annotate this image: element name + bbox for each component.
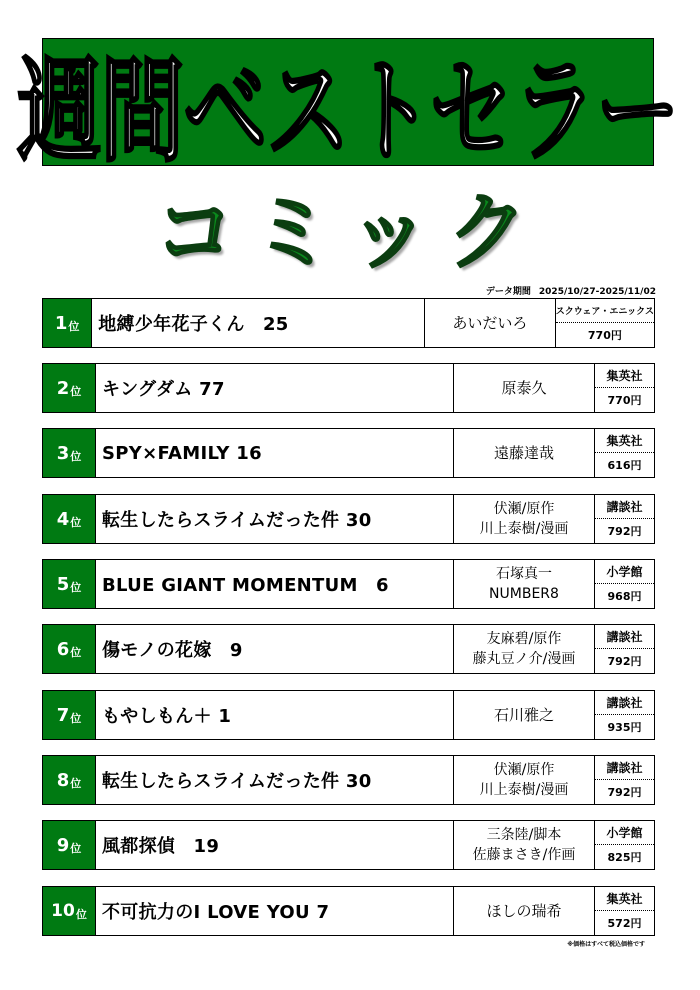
author-line: 友麻碧/原作	[486, 631, 562, 647]
author-line: 三条陸/脚本	[486, 827, 562, 843]
book-title: キングダム 77	[96, 364, 454, 412]
author-cell	[454, 756, 595, 804]
ranking-row	[42, 298, 655, 348]
ranking-row	[42, 755, 655, 805]
rank-cell	[43, 821, 96, 869]
rank-cell	[43, 887, 96, 935]
rank-cell	[43, 299, 92, 347]
book-price: 770円	[587, 329, 622, 342]
publisher-name: 講談社	[595, 691, 654, 715]
rank-number: 9	[56, 834, 70, 856]
author-cell	[454, 495, 595, 543]
publisher-cell	[595, 495, 654, 543]
rank-cell	[43, 560, 96, 608]
category-heading	[0, 175, 700, 282]
publisher-name: 講談社	[595, 756, 654, 780]
rank-number: 5	[56, 573, 70, 595]
book-title: 地縛少年花子くん 25	[92, 299, 425, 347]
book-title: 不可抗力のI LOVE YOU 7	[96, 887, 454, 935]
rank-cell	[43, 691, 96, 739]
publisher-name: 小学館	[595, 560, 654, 584]
rank-number: 10	[51, 901, 75, 921]
rank-suffix: 位	[70, 384, 82, 398]
author-cell	[454, 625, 595, 673]
book-price: 792円	[607, 655, 642, 668]
author-cell	[454, 821, 595, 869]
data-period	[486, 284, 656, 297]
author-cell	[454, 364, 595, 412]
publisher-name: 集英社	[595, 429, 654, 453]
rank-suffix: 位	[70, 711, 82, 725]
rank-cell	[43, 495, 96, 543]
author-line: 石川雅之	[493, 706, 554, 724]
publisher-cell	[595, 429, 654, 477]
book-price: 770円	[607, 394, 642, 407]
author-line: 遠藤達哉	[493, 444, 554, 462]
data-period-label: データ期間	[485, 287, 531, 297]
publisher-cell	[595, 625, 654, 673]
rank-suffix: 位	[70, 776, 82, 790]
author-cell	[425, 299, 556, 347]
rank-suffix: 位	[75, 907, 87, 921]
publisher-name: スクウェア・エニックス	[556, 299, 654, 323]
author-line: 伏瀬/原作	[493, 501, 555, 517]
publisher-name: 講談社	[595, 625, 654, 649]
rank-cell	[43, 364, 96, 412]
page-title: 週間ベストセラー	[17, 44, 679, 177]
ranking-row	[42, 363, 655, 413]
publisher-cell	[595, 691, 654, 739]
ranking-row	[42, 624, 655, 674]
author-line: 伏瀬/原作	[493, 762, 555, 778]
author-line: 川上泰樹/漫画	[479, 782, 569, 798]
rank-cell	[43, 429, 96, 477]
author-line: 川上泰樹/漫画	[479, 521, 569, 537]
publisher-cell	[595, 821, 654, 869]
book-price: 792円	[607, 786, 642, 799]
author-cell	[454, 560, 595, 608]
rank-suffix: 位	[70, 645, 82, 659]
ranking-row	[42, 494, 655, 544]
rank-number: 3	[56, 442, 70, 464]
book-title: SPY×FAMILY 16	[96, 429, 454, 477]
ranking-row	[42, 690, 655, 740]
data-period-range: 2025/10/27-2025/11/02	[538, 287, 656, 297]
rank-number: 2	[56, 377, 70, 399]
publisher-cell	[595, 364, 654, 412]
rank-number: 1	[54, 312, 68, 334]
book-title: BLUE GIANT MOMENTUM 6	[96, 560, 454, 608]
book-price: 968円	[607, 590, 642, 603]
book-price: 572円	[607, 917, 642, 930]
publisher-name: 講談社	[595, 495, 654, 519]
author-cell	[454, 887, 595, 935]
rank-suffix: 位	[70, 580, 82, 594]
ranking-row	[42, 559, 655, 609]
ranking-row	[42, 820, 655, 870]
rank-suffix: 位	[70, 449, 82, 463]
book-price: 616円	[607, 459, 642, 472]
rank-number: 4	[56, 508, 70, 530]
category-title: コミック	[154, 183, 546, 282]
rank-cell	[43, 756, 96, 804]
rank-cell	[43, 625, 96, 673]
publisher-cell	[595, 756, 654, 804]
book-title: 転生したらスライムだった件 30	[96, 495, 454, 543]
book-title: 傷モノの花嫁 9	[96, 625, 454, 673]
author-line: 佐藤まさき/作画	[472, 847, 576, 863]
author-line: 原泰久	[501, 379, 547, 397]
book-title: もやしもん＋ 1	[96, 691, 454, 739]
rank-suffix: 位	[70, 841, 82, 855]
rank-suffix: 位	[68, 319, 80, 333]
rank-number: 6	[56, 638, 70, 660]
title-banner	[17, 38, 679, 177]
ranking-row	[42, 886, 655, 936]
publisher-cell	[556, 299, 654, 347]
author-cell	[454, 429, 595, 477]
rank-number: 8	[56, 769, 70, 791]
publisher-name: 集英社	[595, 887, 654, 911]
book-price: 792円	[607, 525, 642, 538]
publisher-name: 集英社	[595, 364, 654, 388]
book-price: 825円	[607, 851, 642, 864]
ranking-row	[42, 428, 655, 478]
author-line: NUMBER8	[489, 586, 559, 602]
author-cell	[454, 691, 595, 739]
author-line: ほしの瑞希	[486, 902, 562, 920]
publisher-name: 小学館	[595, 821, 654, 845]
author-line: 石塚真一	[496, 566, 552, 582]
book-title: 転生したらスライムだった件 30	[96, 756, 454, 804]
publisher-cell	[595, 887, 654, 935]
publisher-cell	[595, 560, 654, 608]
book-price: 935円	[607, 721, 642, 734]
rank-suffix: 位	[70, 515, 82, 529]
author-line: 藤丸豆ノ介/漫画	[472, 651, 576, 667]
author-line: あいだいろ	[452, 314, 528, 332]
price-footnote: ※価格はすべて税込価格です	[567, 941, 645, 948]
book-title: 風都探偵 19	[96, 821, 454, 869]
rank-number: 7	[56, 704, 70, 726]
